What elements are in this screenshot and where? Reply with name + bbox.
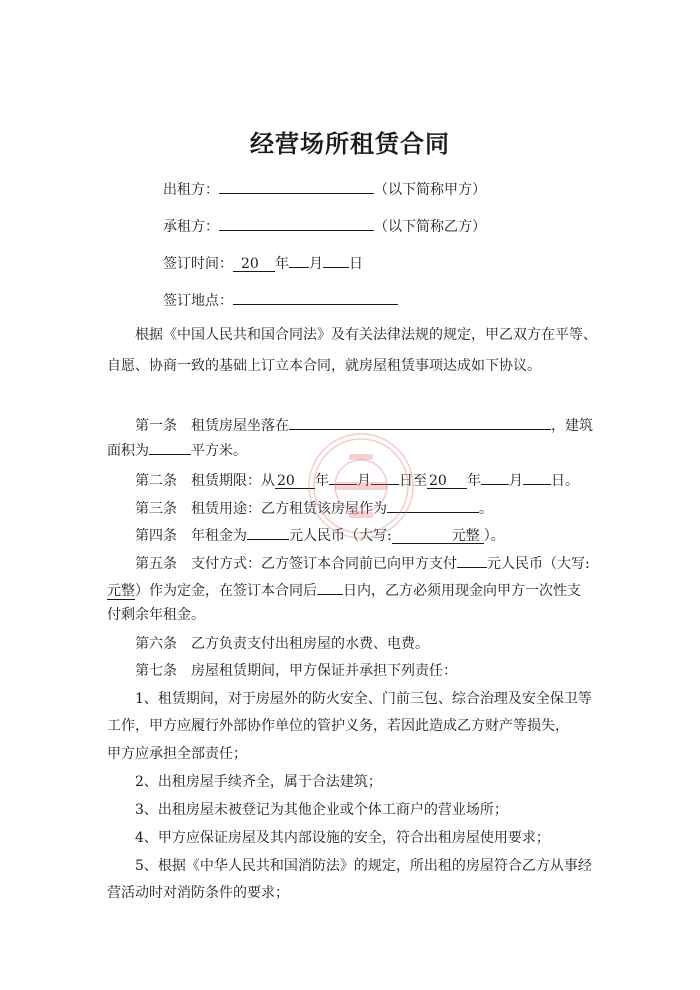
date-line: [163, 250, 363, 274]
item-1-line-1: 1、租赁期间，对于房屋外的防火安全、门前三包、综合治理及安全保卫等: [135, 691, 592, 707]
rent-capital-suffix: 元整: [451, 528, 480, 544]
item-5-line-2: 营活动时对消防条件的要求；: [107, 885, 289, 901]
article-2-line: [135, 467, 579, 491]
end-month-unit: 月: [509, 473, 523, 489]
place-label: 签订地点：: [163, 293, 233, 309]
page-title: 经营场所租赁合同: [250, 129, 450, 158]
date-day-unit: 日: [349, 256, 363, 272]
article-5-text-c: 日内，乙方必须用现金向甲方一次性支: [343, 583, 581, 599]
article-5-text-a: 第五条 支付方式：乙方签订本合同前已向甲方支付: [135, 556, 457, 572]
preamble-line-1: 根据《中国人民共和国合同法》及有关法律法规的规定，甲乙双方在平等、: [135, 327, 597, 343]
end-month-blank: [481, 467, 509, 485]
article-3-text: 第三条 租赁用途：乙方租赁该房屋作为: [135, 501, 387, 517]
article-1-text-b: ，建筑: [551, 418, 593, 434]
article-4-end: ）。: [483, 528, 505, 544]
lessee-label: 承租方：: [163, 219, 219, 235]
item-1-line-3: 甲方应承担全部责任；: [107, 746, 247, 762]
article-1-line-2: [107, 437, 247, 461]
end-year-prefix: 20: [429, 473, 447, 489]
item-3-line: 3、出租房屋未被登记为其他企业或个体工商户的营业场所；: [135, 802, 508, 818]
area-blank: [149, 437, 191, 455]
article-4-line: [135, 522, 505, 546]
start-year-blank: [275, 471, 315, 489]
area-label: 面积为: [107, 443, 149, 459]
preamble-line-2: 自愿、协商一致的基础上订立本合同，就房屋租赁事项达成如下协议。: [107, 358, 541, 374]
start-day-blank: [371, 467, 399, 485]
area-unit: 平方米。: [191, 443, 247, 459]
start-day-unit: 日至: [399, 473, 427, 489]
article-3-line: [135, 495, 493, 519]
lessee-note: （以下简称乙方）: [374, 219, 486, 235]
date-year-prefix: 20: [241, 256, 259, 272]
rent-blank: [247, 522, 289, 540]
item-5-line-1: 5、根据《中华人民共和国消防法》的规定，所出租的房屋符合乙方从事经: [135, 858, 592, 874]
lessee-line: [163, 213, 486, 237]
date-label: 签订时间：: [163, 256, 233, 272]
article-6-line: 第六条 乙方负责支付出租房屋的水费、电费。: [135, 636, 429, 652]
usage-blank: [387, 495, 479, 513]
deposit-blank: [457, 550, 487, 568]
end-day-unit: 日。: [551, 473, 579, 489]
article-5-line-1: [135, 550, 590, 574]
article-1-text-a: 第一条 租赁房屋坐落在: [135, 418, 289, 434]
date-year-blank: [233, 254, 275, 272]
place-blank: [233, 287, 398, 305]
lessor-label: 出租方：: [163, 182, 219, 198]
item-1-line-2: 工作，甲方应履行外部协作单位的管护义务，若因此造成乙方财产等损失，: [107, 718, 569, 734]
start-year-unit: 年: [315, 473, 329, 489]
start-month-unit: 月: [357, 473, 371, 489]
date-year-unit: 年: [275, 256, 289, 272]
article-5-line-3: 付剩余年租金。: [107, 607, 205, 623]
item-2-line: 2、出租房屋手续齐全，属于合法建筑；: [135, 774, 382, 790]
lessee-blank: [219, 213, 374, 231]
lessor-note: （以下简称甲方）: [374, 182, 486, 198]
article-3-end: 。: [479, 501, 493, 517]
article-2-text: 第二条 租赁期限：从: [135, 473, 275, 489]
date-day-blank: [323, 250, 349, 268]
location-blank: [289, 412, 551, 430]
lessor-line: [163, 176, 486, 200]
deposit-capital-suffix: 元整: [107, 583, 135, 599]
rent-capital-blank: [392, 526, 484, 544]
lessor-blank: [219, 176, 374, 194]
place-line: [163, 287, 398, 311]
article-5-line-2: [107, 577, 581, 601]
article-4-text: 第四条 年租金为: [135, 528, 247, 544]
date-month-blank: [289, 250, 309, 268]
end-year-unit: 年: [467, 473, 481, 489]
article-7-line: 第七条 房屋租赁期间，甲方保证并承担下列责任：: [135, 663, 457, 679]
item-4-line: 4、甲方应保证房屋及其内部设施的安全，符合出租房屋使用要求；: [135, 830, 550, 846]
start-month-blank: [329, 467, 357, 485]
date-month-unit: 月: [309, 256, 323, 272]
end-year-blank: [427, 471, 467, 489]
article-5-text-b: ）作为定金，在签订本合同后: [135, 583, 317, 599]
start-year-prefix: 20: [277, 473, 295, 489]
article-1-line-1: [135, 412, 593, 436]
days-blank: [317, 577, 343, 595]
deposit-unit: 元人民币（大写:: [487, 556, 590, 572]
end-day-blank: [523, 467, 551, 485]
rent-unit: 元人民币（大写:: [289, 528, 392, 544]
